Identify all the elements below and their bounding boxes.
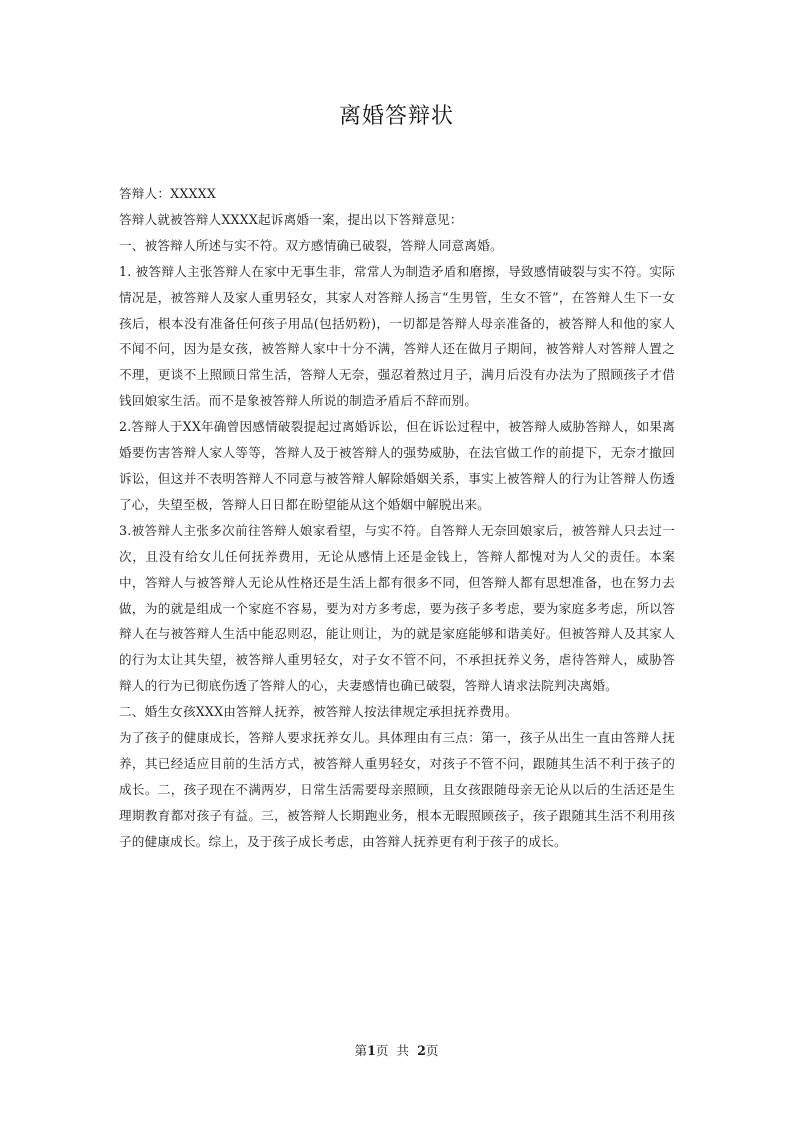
current-page-number: 1 <box>367 1043 376 1058</box>
point-two-paragraph: 2.答辩人于XX年确曾因感情破裂提起过离婚诉讼，但在诉讼过程中，被答辩人威胁答辩人，如果离婚要伤害答辩人家人等等，答辩人及于被答辩人的强势威胁，在法官做工作的前提下，无奈才撤回诉讼，但这并不表明答辩人不同意与被答辩人解除婚姻关系，事实上被答辩人的行为让答辩人伤透了心，失望至极，答辩人日日都在盼望能从这个婚姻中解脱出来。 <box>119 419 675 512</box>
intro-paragraph: 答辩人就被答辩人XXXX起诉离婚一案，提出以下答辩意见： <box>119 211 463 227</box>
custody-reason-paragraph: 为了孩子的健康成长，答辩人要求抚养女儿。具体理由有三点：第一，孩子从出生一直由答辩人抚养，其已经适应目前的生活方式，被答辩人重男轻女，对孩子不管不问，跟随其生活不利于孩子的成长。二，孩子现在不满两岁，日常生活需要母亲照顾，且女孩跟随母亲无论从以后的生活还是生理期教育都对孩子有益。三，被答辩人长期跑业务，根本无暇照顾孩子，孩子跟随其生活不利用孩子的健康成长。综上，及于孩子成长考虑，由答辩人抚养更有利于孩子的成长。 <box>119 730 675 849</box>
footer-prefix: 第 <box>354 1043 368 1058</box>
respondent-line: 答辩人：XXXXX <box>119 186 217 201</box>
footer-suffix: 页 <box>425 1043 439 1058</box>
footer-page-word: 页 <box>375 1043 389 1058</box>
section-two-heading: 二、婚生女孩XXX由答辩人抚养，被答辩人按法律规定承担抚养费用。 <box>119 704 518 720</box>
point-one-paragraph: 1. 被答辩人主张答辩人在家中无事生非，常常人为制造矛盾和磨擦，导致感情破裂与实不符。实际情况是，被答辩人及家人重男轻女，其家人对答辩人扬言“生男管，生女不管”，在答辩人生下一女孩后，根本没有准备任何孩子用品(包括奶粉)，一切都是答辩人母亲准备的，被答辩人和他的家人不闻不问，因为是女孩，被答辩人家中十分不满，答辩人还在做月子期间，被答辩人对答辩人置之不理，更谈不上照顾日常生活，答辩人无奈，强忍着熬过月子，满月后没有办法为了照顾孩子才借钱回娘家生活。而不是象被答辩人所说的制造矛盾后不辞而别。 <box>119 263 675 409</box>
footer-total-word: 共 <box>396 1043 410 1058</box>
document-title: 离婚答辩状 <box>338 104 454 129</box>
page-footer <box>0 1042 793 1060</box>
document-body <box>119 181 675 855</box>
point-three-paragraph: 3.被答辩人主张多次前往答辩人娘家看望，与实不符。自答辩人无奈回娘家后，被答辩人只去过一次，且没有给女儿任何抚养费用，无论从感情上还是金钱上，答辩人都愧对为人父的责任。本案中，答辩人与被答辩人无论从性格还是生活上都有很多不同，但答辩人都有思想准备，也在努力去做，为的就是组成一个家庭不容易，要为对方多考虑，要为孩子多考虑，要为家庭多考虑，所以答辩人在与被答辩人生活中能忍则忍，能让则让，为的就是家庭能够和谐美好。但被答辩人及其家人的行为太让其失望，被答辩人重男轻女，对子女不管不问，不承担抚养义务，虐待答辩人，威胁答辩人的行为已彻底伤透了答辩人的心，夫妻感情也确已破裂，答辩人请求法院判决离婚。 <box>119 522 675 694</box>
total-page-number: 2 <box>417 1043 426 1058</box>
section-one-heading: 一、被答辩人所述与实不符。双方感情确已破裂，答辩人同意离婚。 <box>119 237 503 253</box>
